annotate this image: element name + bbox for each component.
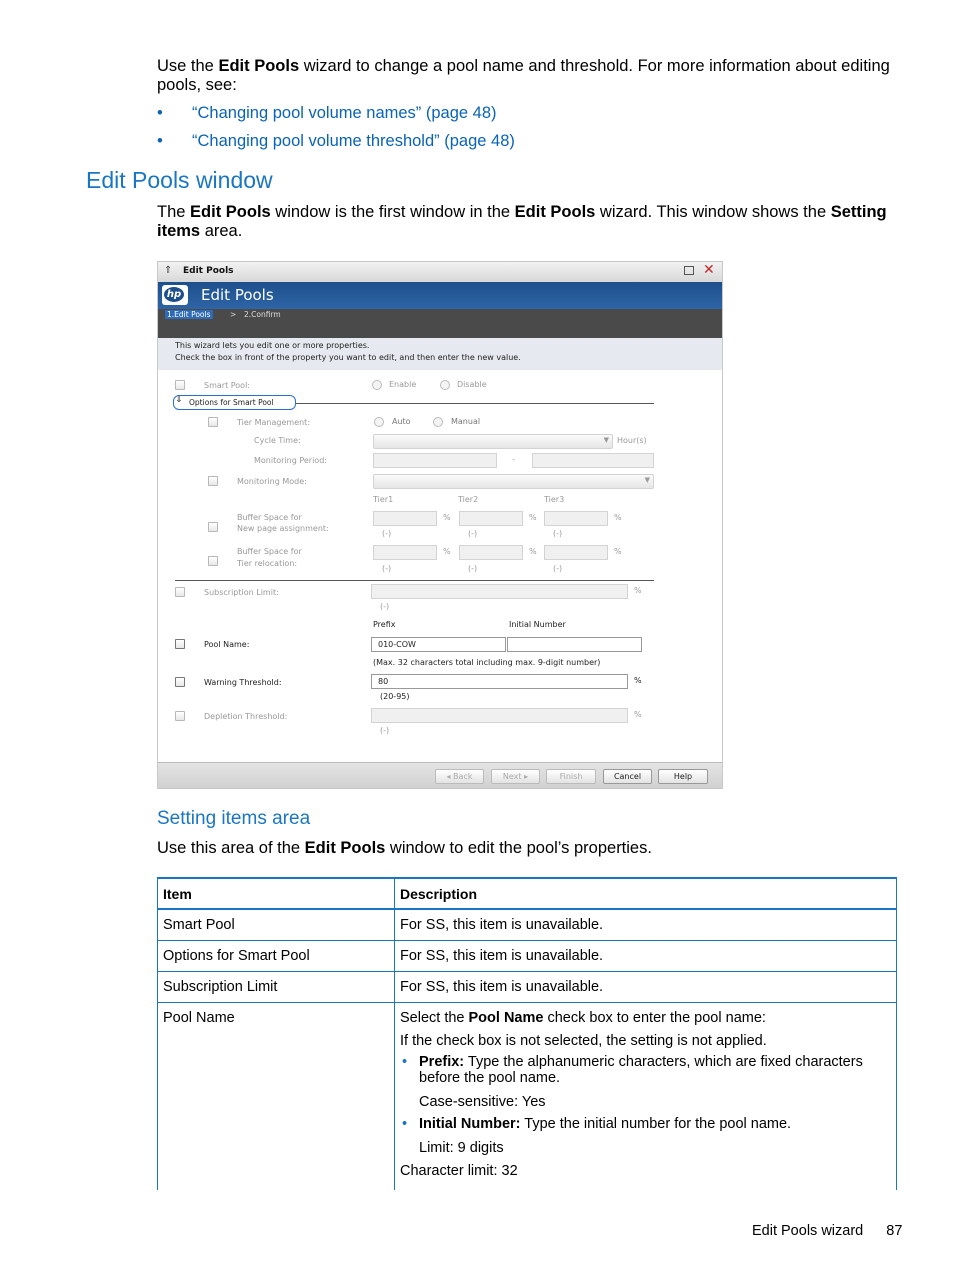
expand-icon: ⇓ (175, 395, 183, 405)
prefix-input[interactable]: 010-COW (371, 637, 506, 652)
list-item: • Prefix: Type the alphanumeric characters, which are fixed characters before the pool name. Case-sensitive: Yes (400, 1054, 891, 1110)
step-edit-pools: 1.Edit Pools (167, 310, 211, 319)
help-button[interactable]: Help (658, 769, 708, 784)
monitoring-mode-checkbox[interactable] (208, 476, 218, 486)
warning-threshold-input[interactable]: 80 (371, 674, 628, 689)
next-button[interactable]: Next ▸ (491, 769, 540, 784)
manual-radio[interactable] (433, 417, 443, 427)
prefix-label: Prefix (373, 620, 396, 629)
disable-label: Disable (457, 380, 487, 389)
link-changing-pool-volume-threshold[interactable]: “Changing pool volume threshold” (page 48) (192, 132, 515, 150)
table-cell-description: For SS, this item is unavailable. (395, 941, 897, 972)
setting-items-table (157, 877, 897, 1190)
section-heading-setting-items-area: Setting items area (157, 808, 311, 829)
finish-button[interactable]: Finish (546, 769, 596, 784)
section1-paragraph: The Edit Pools window is the first window in the Edit Pools wizard. This window shows the Setting items area. (157, 203, 887, 240)
chevron-down-icon: ▼ (603, 436, 609, 444)
smart-pool-label: Smart Pool: (204, 381, 250, 390)
table-cell-description: For SS, this item is unavailable. (395, 972, 897, 1003)
table-cell-item: Subscription Limit (158, 972, 395, 1003)
intro-paragraph (157, 57, 902, 95)
initial-number-label: Initial Number (509, 620, 566, 629)
table-cell-item: Options for Smart Pool (158, 941, 395, 972)
chevron-down-icon: ▼ (644, 476, 650, 484)
section-heading-edit-pools-window: Edit Pools window (86, 167, 273, 193)
intro-link-item-1 (157, 104, 497, 123)
enable-label: Enable (389, 380, 417, 389)
buffer-reloc-tier1[interactable] (373, 545, 437, 560)
disable-radio[interactable] (440, 380, 450, 390)
link-changing-pool-volume-names[interactable]: “Changing pool volume names” (page 48) (192, 104, 497, 122)
step-confirm: 2.Confirm (244, 310, 281, 319)
list-item: • Initial Number: Type the initial number for the pool name. Limit: 9 digits (400, 1116, 891, 1156)
footer-title: Edit Pools wizard (752, 1223, 864, 1239)
buffer-new-checkbox[interactable] (208, 522, 218, 532)
buffer-new-tier1[interactable] (373, 511, 437, 526)
bullet-icon: • (157, 132, 163, 150)
initial-number-input[interactable] (507, 637, 642, 652)
monitoring-mode-select[interactable] (373, 474, 654, 489)
table-cell-item: Pool Name (158, 1003, 395, 1191)
depletion-threshold-checkbox[interactable] (175, 711, 185, 721)
step-separator: > (230, 310, 237, 319)
monitoring-period-end[interactable] (532, 453, 654, 468)
table-cell-item: Smart Pool (158, 909, 395, 941)
wizard-steps (158, 309, 723, 338)
table-cell-description: Select the Pool Name check box to enter the pool name: If the check box is not selected, the setting is not applied. • Prefix: Type the alphanumeric characters, which are fixed characters before the pool name. Case-sensitive: Yes • Initial Number: Type the initial number for the pool name. Limit: 9 digits Character limit: 32 (395, 1003, 897, 1191)
warning-threshold-checkbox[interactable] (175, 677, 185, 687)
section2-paragraph: Use this area of the Edit Pools window to edit the pool’s properties. (157, 839, 652, 857)
table-cell-description: For SS, this item is unavailable. (395, 909, 897, 941)
edit-pools-screenshot: ⇑ Edit Pools ✕ hp Edit Pools 1.Edit Pools > 2.Confirm This wizard lets you edit one or more properties. Check the box in front of the property you want to edit, and then enter the new value. Smart Pool: Enable Disable ⇓ Options for Smart Pool Tier Management: Auto Manual Cycle Time: ▼ Hour(s) Monitoring Period: - Monitoring Mode: ▼ Tier1 Tier2 Tier3 Buffer Space for New page assignment: % % % (-) (-) (-) Buffer Space for Tier relocation: % % % (-) (-) (-) Subscription Limit: % (-) Prefix Initial Number Pool Name: 010-COW (Max. 32 characters total including max. 9-digit number) Warning Threshold: 80 % (20-95) Depletion Threshold: % (-) ◂ Back Next ▸ Finish Cancel Help (157, 261, 723, 789)
buffer-new-tier2[interactable] (459, 511, 523, 526)
page-number: 87 (886, 1223, 903, 1239)
pool-name-hint: (Max. 32 characters total including max. 9-digit number) (373, 658, 601, 667)
bullet-icon: • (157, 104, 163, 122)
monitoring-period-start[interactable] (373, 453, 497, 468)
subscription-limit-checkbox[interactable] (175, 587, 185, 597)
table-row-pool-name (158, 1003, 897, 1191)
table-row (158, 909, 897, 941)
page-footer (752, 1223, 902, 1239)
buffer-new-tier3[interactable] (544, 511, 608, 526)
window-title: Edit Pools (183, 266, 234, 276)
depletion-threshold-input[interactable] (371, 708, 628, 723)
pool-name-label: Pool Name: (204, 640, 250, 649)
intro-text-2: wizard to change a pool name and threshold. For more information about editing pools, see: (157, 57, 890, 94)
intro-text: Use the (157, 57, 219, 75)
buffer-reloc-tier3[interactable] (544, 545, 608, 560)
options-smart-pool-toggle[interactable]: ⇓ Options for Smart Pool (173, 395, 296, 410)
buffer-reloc-tier2[interactable] (459, 545, 523, 560)
intro-link-item-2 (157, 132, 515, 151)
buffer-reloc-checkbox[interactable] (208, 556, 218, 566)
tier-management-checkbox[interactable] (208, 417, 218, 427)
table-header-description: Description (395, 878, 897, 909)
wizard-info: This wizard lets you edit one or more properties. Check the box in front of the property you want to edit, and then enter the new value. (158, 338, 723, 370)
back-button[interactable]: ◂ Back (435, 769, 484, 784)
table-row (158, 972, 897, 1003)
auto-radio[interactable] (374, 417, 384, 427)
maximize-icon[interactable] (684, 266, 694, 275)
warning-threshold-label: Warning Threshold: (204, 678, 282, 687)
wizard-banner (158, 282, 723, 309)
pool-name-checkbox[interactable] (175, 639, 185, 649)
window-titlebar (158, 262, 723, 283)
hp-logo: hp (162, 285, 188, 305)
table-header-item: Item (158, 878, 395, 909)
table-header-row (158, 878, 897, 909)
enable-radio[interactable] (372, 380, 382, 390)
smart-pool-checkbox[interactable] (175, 380, 185, 390)
collapse-icon[interactable]: ⇑ (164, 265, 173, 276)
table-row (158, 941, 897, 972)
close-icon[interactable]: ✕ (703, 262, 715, 278)
cancel-button[interactable]: Cancel (603, 769, 652, 784)
subscription-limit-input[interactable] (371, 584, 628, 599)
intro-bold: Edit Pools (218, 57, 300, 75)
banner-title: Edit Pools (201, 286, 274, 304)
cycle-time-select[interactable] (373, 434, 613, 449)
